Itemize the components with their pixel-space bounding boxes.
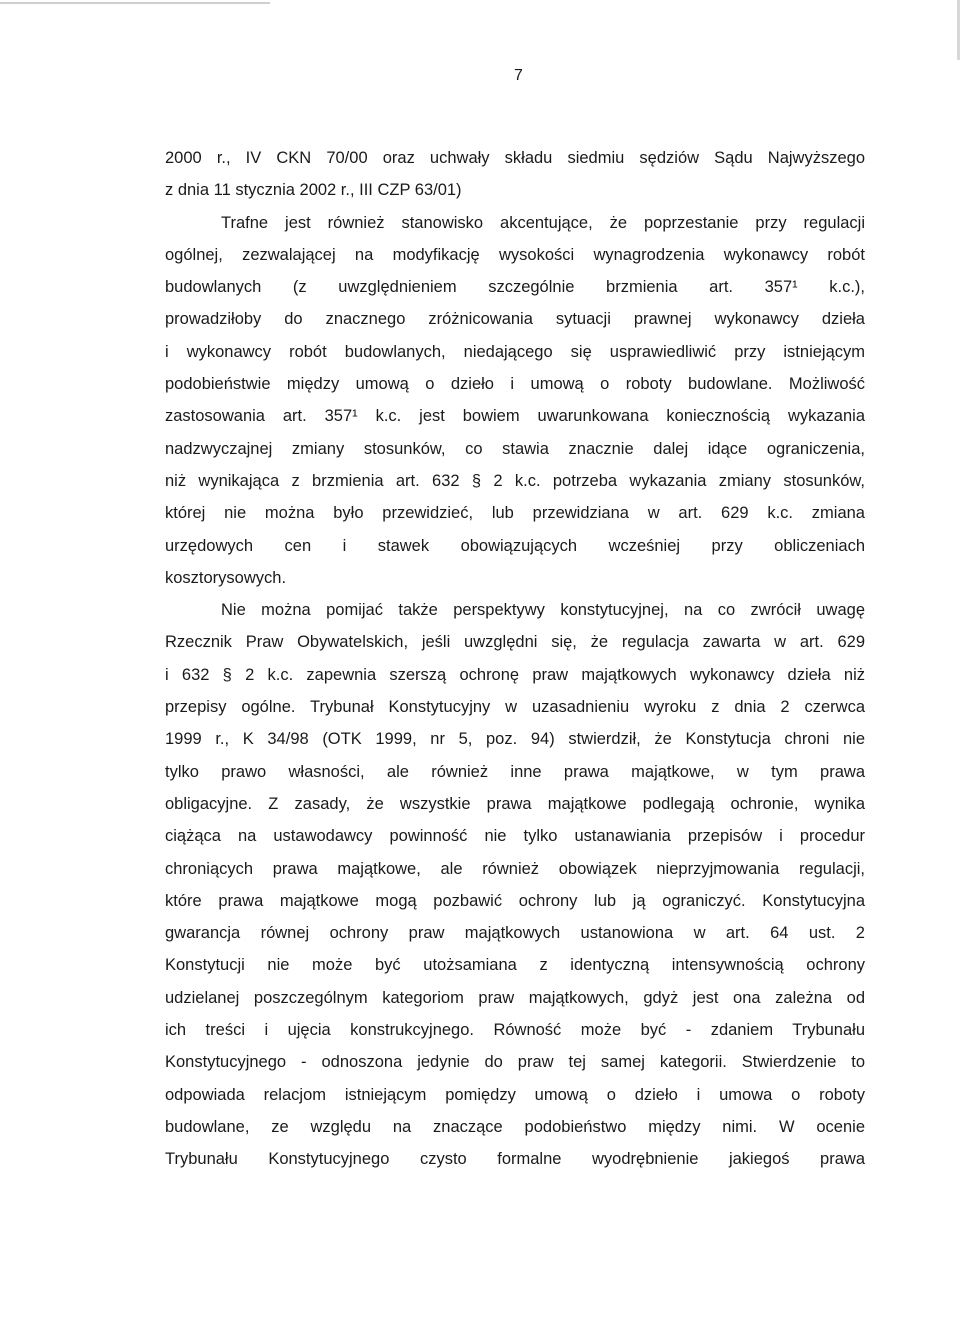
text-line: budowlanych (z uwzględnieniem szczególnie brzmienia art. 357¹ k.c.), — [165, 278, 865, 297]
text-line: z dnia 11 stycznia 2002 r., III CZP 63/01) — [165, 181, 462, 200]
text-line: Konstytucyjnego - odnoszona jedynie do praw tej samej kategorii. Stwierdzenie to — [165, 1053, 865, 1072]
text-line: podobieństwie między umową o dzieło i umową o roboty budowlane. Możliwość — [165, 375, 865, 394]
text-line: gwarancja równej ochrony praw majątkowych ustanowiona w art. 64 ust. 2 — [165, 924, 865, 943]
text-line: ogólnej, zezwalającej na modyfikację wysokości wynagrodzenia wykonawcy robót — [165, 245, 865, 264]
text-line: obligacyjne. Z zasady, że wszystkie prawa majątkowe podlegają ochronie, wynika — [165, 794, 865, 813]
text-line: zastosowania art. 357¹ k.c. jest bowiem uwarunkowana koniecznością wykazania — [165, 407, 865, 426]
text-line: kosztorysowych. — [165, 568, 287, 587]
text-line: które prawa majątkowe mogą pozbawić ochrony lub ją ograniczyć. Konstytucyjna — [165, 891, 865, 910]
text-line: udzielanej poszczególnym kategoriom praw majątkowych, gdyż jest ona zależna od — [165, 988, 865, 1007]
text-line: Nie można pomijać także perspektywy konstytucyjnej, na co zwrócił uwagę — [221, 601, 865, 620]
text-line: Trybunału Konstytucyjnego czysto formalne wyodrębnienie jakiegoś prawa — [165, 1150, 865, 1169]
text-line: ciążąca na ustawodawcy powinność nie tylko ustanawiania przepisów i procedur — [165, 827, 865, 846]
document-body — [165, 142, 865, 1176]
text-line: prowadziłoby do znacznego zróżnicowania sytuacji prawnej wykonawcy dzieła — [165, 310, 865, 329]
text-line: budowlane, ze względu na znaczące podobieństwo między nimi. W ocenie — [165, 1117, 865, 1136]
text-line: przepisy ogólne. Trybunał Konstytucyjny w uzasadnieniu wyroku z dnia 2 czerwca — [165, 698, 865, 717]
text-line: i wykonawcy robót budowlanych, niedającego się usprawiedliwić przy istniejącym — [165, 342, 865, 361]
scan-artifact-line — [0, 2, 270, 4]
text-line: Konstytucji nie może być utożsamiana z identyczną intensywnością ochrony — [165, 956, 865, 975]
text-line: Trafne jest również stanowisko akcentujące, że poprzestanie przy regulacji — [221, 213, 865, 232]
text-line: której nie można było przewidzieć, lub przewidziana w art. 629 k.c. zmiana — [165, 504, 865, 523]
text-line: odpowiada relacjom istniejącym pomiędzy umową o dzieło i umowa o roboty — [165, 1085, 865, 1104]
text-line: 1999 r., K 34/98 (OTK 1999, nr 5, poz. 94) stwierdził, że Konstytucja chroni nie — [165, 730, 865, 749]
text-line: tylko prawo własności, ale również inne prawa majątkowe, w tym prawa — [165, 762, 865, 781]
text-line: chroniących prawa majątkowe, ale również obowiązek nieprzyjmowania regulacji, — [165, 859, 865, 878]
text-line: Rzecznik Praw Obywatelskich, jeśli uwzględni się, że regulacja zawarta w art. 629 — [165, 633, 865, 652]
text-line: i 632 § 2 k.c. zapewnia szerszą ochronę praw majątkowych wykonawcy dzieła niż — [165, 665, 865, 684]
text-line: nadzwyczajnej zmiany stosunków, co stawia znacznie dalej idące ograniczenia, — [165, 439, 865, 458]
text-line: niż wynikająca z brzmienia art. 632 § 2 k.c. potrzeba wykazania zmiany stosunków, — [165, 471, 865, 490]
text-line: 2000 r., IV CKN 70/00 oraz uchwały składu siedmiu sędziów Sądu Najwyższego — [165, 149, 865, 167]
page-number: 7 — [514, 67, 523, 84]
text-line: ich treści i ujęcia konstrukcyjnego. Równość może być - zdaniem Trybunału — [165, 1021, 865, 1040]
text-line: urzędowych cen i stawek obowiązujących wcześniej przy obliczeniach — [165, 536, 865, 555]
